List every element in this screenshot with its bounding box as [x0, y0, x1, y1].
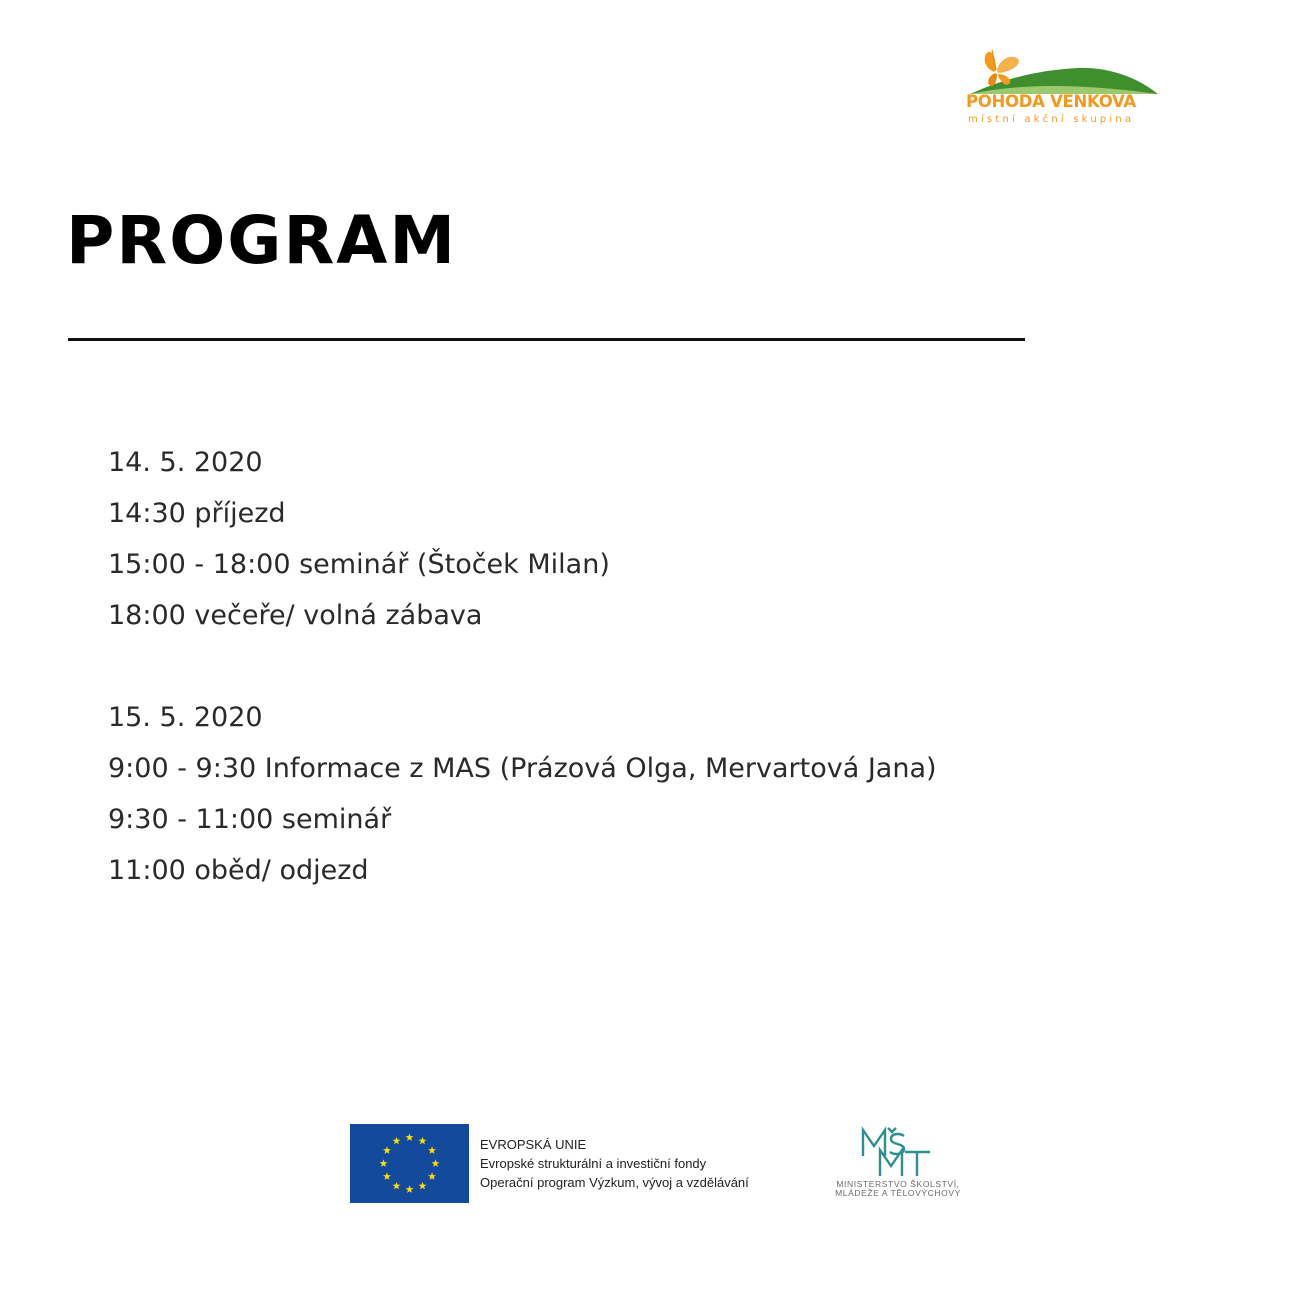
schedule-item: 18:00 večeře/ volná zábava [108, 600, 483, 631]
eu-text [480, 1135, 749, 1192]
msmt-name-line-2: MLÁDEŽE A TĚLOVÝCHOVY [835, 1188, 961, 1198]
eu-line-3: Operační program Výzkum, vývoj a vzdělávání [480, 1175, 749, 1190]
footer-logos [350, 1124, 990, 1206]
page-title: PROGRAM [66, 202, 458, 279]
eu-line-2: Evropské strukturální a investiční fondy [480, 1156, 707, 1171]
day-block-2 [108, 695, 937, 899]
eu-flag-icon [350, 1124, 469, 1203]
msmt-name [822, 1180, 974, 1198]
day-date: 14. 5. 2020 [108, 447, 263, 478]
day-block-1 [108, 440, 937, 644]
schedule-item: 15:00 - 18:00 seminář (Štoček Milan) [108, 549, 610, 580]
schedule-item: 14:30 příjezd [108, 498, 286, 529]
title-divider [68, 338, 1025, 341]
eu-line-1: EVROPSKÁ UNIE [480, 1137, 587, 1152]
schedule [108, 440, 937, 950]
pohoda-venkova-logo [960, 48, 1165, 130]
msmt-name-line-1: MINISTERSTVO ŠKOLSTVÍ, [836, 1179, 960, 1189]
butterfly-hill-icon [960, 48, 1165, 98]
brand-subtitle: místní akční skupina [968, 114, 1135, 125]
schedule-item: 9:00 - 9:30 Informace z MAS (Prázová Olga, Mervartová Jana) [108, 753, 937, 784]
schedule-item: 11:00 oběd/ odjezd [108, 855, 369, 886]
day-date: 15. 5. 2020 [108, 702, 263, 733]
msmt-monogram-icon [860, 1126, 940, 1178]
brand-name: POHODA VENKOVA [966, 92, 1136, 111]
schedule-item: 9:30 - 11:00 seminář [108, 804, 392, 835]
msmt-logo [822, 1124, 982, 1206]
